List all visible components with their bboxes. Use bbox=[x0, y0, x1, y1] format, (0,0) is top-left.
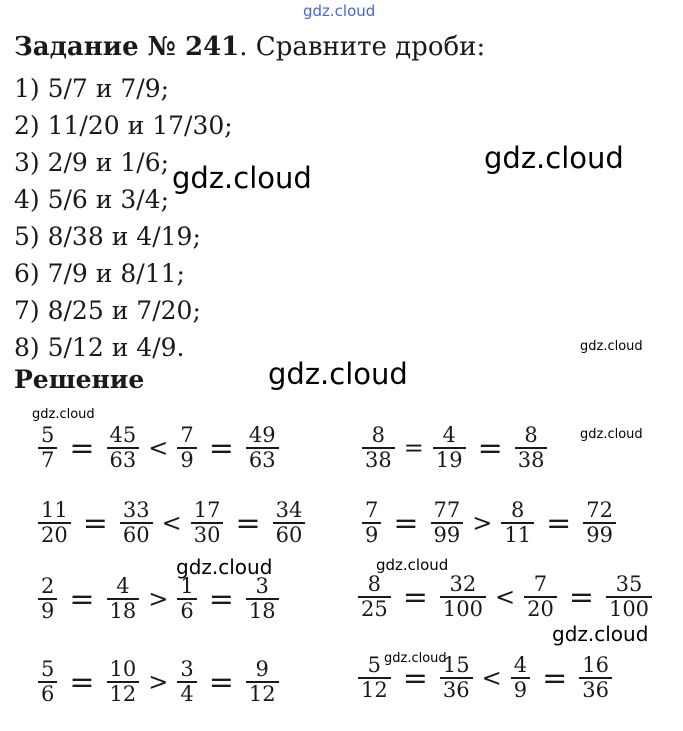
fraction: $\frac{45}{63}$ bbox=[107, 424, 140, 472]
fraction: $\frac{72}{99}$ bbox=[583, 499, 616, 547]
comparison-row-4 bbox=[34, 658, 283, 706]
fraction: $\frac{8}{38}$ bbox=[515, 424, 548, 472]
watermark: gdz.cloud bbox=[580, 427, 643, 442]
task-item: 8) 5/12 и 4/9. bbox=[14, 333, 185, 362]
fraction: $\frac{34}{60}$ bbox=[273, 499, 306, 547]
equals-sign: = bbox=[235, 505, 261, 541]
fraction: $\frac{4}{9}$ bbox=[511, 654, 530, 702]
fraction: $\frac{35}{100}$ bbox=[606, 573, 652, 621]
equals-sign: = bbox=[208, 581, 234, 617]
task-number: Задание № 241 bbox=[14, 32, 240, 62]
equals-sign: = bbox=[542, 660, 568, 696]
fraction: $\frac{1}{6}$ bbox=[177, 575, 196, 623]
equals-sign: = bbox=[393, 505, 419, 541]
task-item: 7) 8/25 и 7/20; bbox=[14, 296, 201, 325]
fraction: $\frac{9}{12}$ bbox=[246, 658, 279, 706]
comparison-row-7 bbox=[354, 573, 656, 621]
comparison-sign: < bbox=[481, 664, 502, 692]
fraction: $\frac{32}{100}$ bbox=[440, 573, 486, 621]
fraction: $\frac{8}{38}$ bbox=[362, 424, 395, 472]
task-item: 6) 7/9 и 8/11; bbox=[14, 259, 185, 288]
fraction: $\frac{8}{25}$ bbox=[358, 573, 391, 621]
fraction: $\frac{3}{4}$ bbox=[177, 658, 196, 706]
watermark: gdz.cloud bbox=[176, 555, 273, 579]
fraction: $\frac{5}{12}$ bbox=[358, 654, 391, 702]
task-instruction: . Сравните дроби: bbox=[239, 32, 486, 62]
comparison-row-1 bbox=[34, 424, 283, 472]
equals-sign: = bbox=[402, 579, 428, 615]
fraction: $\frac{2}{9}$ bbox=[38, 575, 57, 623]
fraction: $\frac{3}{18}$ bbox=[246, 575, 279, 623]
fraction: $\frac{17}{30}$ bbox=[191, 499, 224, 547]
equals-sign: = bbox=[69, 581, 95, 617]
fraction: $\frac{7}{9}$ bbox=[177, 424, 196, 472]
watermark: gdz.cloud bbox=[268, 357, 408, 391]
task-title bbox=[14, 32, 485, 62]
watermark: gdz.cloud bbox=[376, 556, 449, 574]
fraction: $\frac{49}{63}$ bbox=[246, 424, 279, 472]
fraction: $\frac{10}{12}$ bbox=[107, 658, 140, 706]
comparison-sign: = bbox=[403, 434, 424, 462]
comparison-row-6 bbox=[358, 499, 620, 547]
fraction: $\frac{77}{99}$ bbox=[431, 499, 464, 547]
comparison-sign: < bbox=[148, 434, 169, 462]
task-list bbox=[14, 70, 233, 366]
solution-title: Решение bbox=[14, 365, 145, 394]
equals-sign: = bbox=[208, 664, 234, 700]
fraction: $\frac{33}{60}$ bbox=[120, 499, 153, 547]
equals-sign: = bbox=[402, 660, 428, 696]
fraction: $\frac{11}{20}$ bbox=[38, 499, 71, 547]
task-item: 5) 8/38 и 4/19; bbox=[14, 222, 201, 251]
comparison-row-2 bbox=[34, 499, 309, 547]
comparison-sign: > bbox=[148, 585, 169, 613]
equals-sign: = bbox=[69, 430, 95, 466]
comparison-sign: < bbox=[161, 509, 182, 537]
fraction: $\frac{16}{36}$ bbox=[579, 654, 612, 702]
task-item: 4) 5/6 и 3/4; bbox=[14, 185, 170, 214]
equals-sign: = bbox=[546, 505, 572, 541]
fraction: $\frac{8}{11}$ bbox=[501, 499, 534, 547]
watermark-top: gdz.cloud bbox=[303, 2, 376, 20]
equals-sign: = bbox=[568, 579, 594, 615]
watermark: gdz.cloud bbox=[384, 651, 447, 666]
watermark: gdz.cloud bbox=[552, 622, 649, 646]
task-item: 2) 11/20 и 17/30; bbox=[14, 111, 233, 140]
equals-sign: = bbox=[69, 664, 95, 700]
watermark: gdz.cloud bbox=[32, 407, 95, 422]
equals-sign: = bbox=[82, 505, 108, 541]
fraction: $\frac{7}{20}$ bbox=[524, 573, 557, 621]
comparison-sign: > bbox=[472, 509, 493, 537]
fraction: $\frac{4}{18}$ bbox=[107, 575, 140, 623]
equals-sign: = bbox=[208, 430, 234, 466]
comparison-row-5 bbox=[358, 424, 551, 472]
watermark: gdz.cloud bbox=[484, 141, 624, 175]
watermark: gdz.cloud bbox=[172, 161, 312, 195]
equals-sign: = bbox=[477, 430, 503, 466]
fraction: $\frac{5}{7}$ bbox=[38, 424, 57, 472]
comparison-sign: > bbox=[148, 668, 169, 696]
comparison-row-3 bbox=[34, 575, 283, 623]
task-item: 1) 5/7 и 7/9; bbox=[14, 74, 170, 103]
fraction: $\frac{5}{6}$ bbox=[38, 658, 57, 706]
fraction: $\frac{15}{36}$ bbox=[440, 654, 473, 702]
comparison-row-8 bbox=[354, 654, 616, 702]
fraction: $\frac{4}{19}$ bbox=[433, 424, 466, 472]
comparison-sign: < bbox=[494, 583, 516, 611]
task-item: 3) 2/9 и 1/6; bbox=[14, 148, 170, 177]
fraction: $\frac{7}{9}$ bbox=[362, 499, 381, 547]
watermark: gdz.cloud bbox=[580, 339, 643, 354]
